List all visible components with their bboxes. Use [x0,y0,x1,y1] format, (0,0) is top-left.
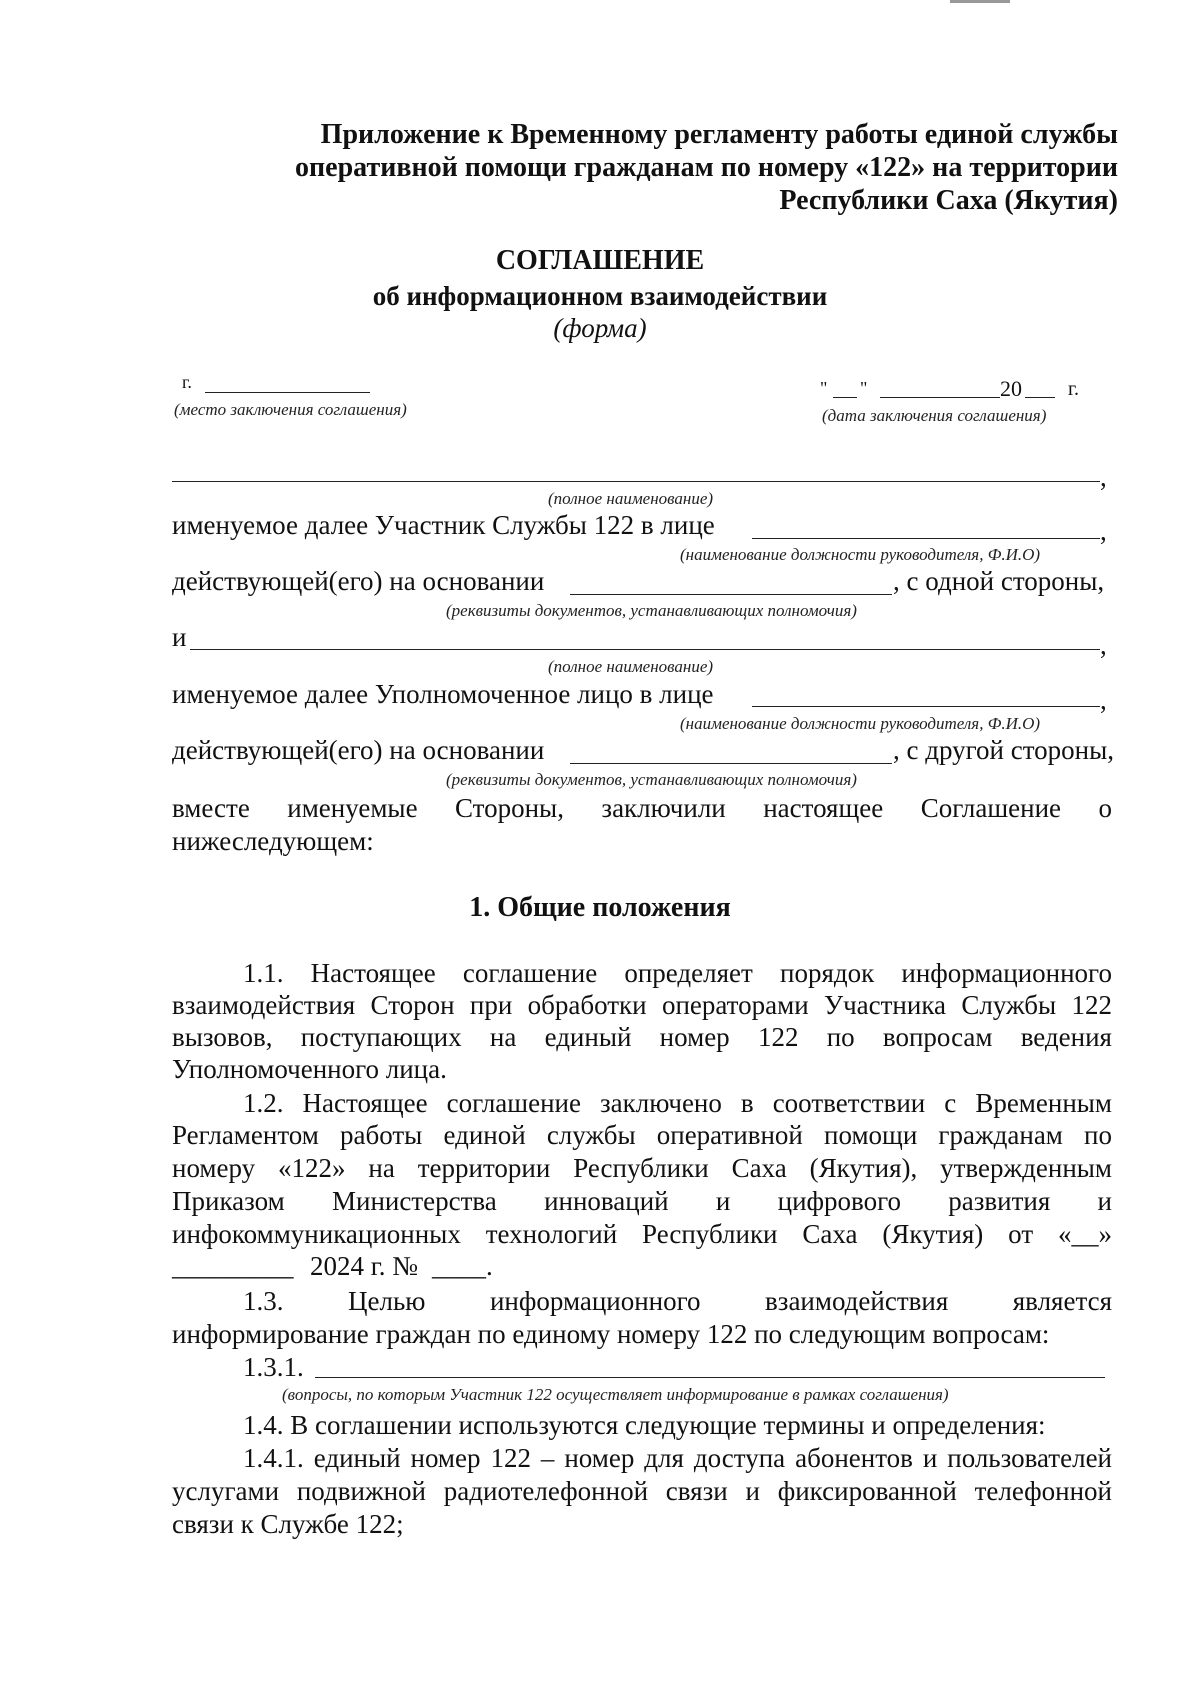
comma: , [1100,516,1107,546]
p1-4-1-line1: 1.4.1. единый номер 122 – номер для доступа абонентов и пользователей [243,1443,1112,1473]
date-quote-open: " [820,378,828,398]
authorized-rep-blank [752,706,1100,707]
party2-name-caption: (полное наименование) [548,657,714,676]
word: 1.1. [243,958,284,988]
authorized-docs-caption: (реквизиты документов, устанавливающих полномочия) [446,770,857,789]
date-year-suffix: г. [1068,378,1079,400]
participant-docs-caption: (реквизиты документов, устанавливающих полномочия) [446,601,857,620]
form-label: (форма) [553,313,647,343]
p1-2-line4 [172,1186,1112,1217]
date-month-blank [880,397,1000,398]
p1-2-line3: номеру «122» на территории Республики Саха (Якутия), утвержденным [172,1153,1112,1183]
authorized-basis-blank [570,763,892,764]
word: является [1012,1286,1112,1316]
p1-1-line4: Уполномоченного лица. [172,1054,447,1084]
p1-3-1-number: 1.3.1. [243,1352,304,1382]
word: вместе [172,793,250,823]
appendix-header-line: оперативной помощи гражданам по номеру «122» на территории [295,152,1118,183]
word: 122 [757,1022,799,1052]
word: вопросам [882,1022,993,1052]
word: Приказом [172,1186,285,1216]
authorized-line: именуемое далее Уполномоченное лицо в лице [172,679,714,709]
comma: , [1100,462,1107,492]
appendix-header-line: Приложение к Временному регламенту работы единой службы [320,119,1118,150]
comma: , [1100,685,1107,715]
p1-1-line3 [172,1022,1112,1053]
party1-name-blank [172,481,1100,482]
date-year-blank [1025,397,1055,398]
p1-2-line5: инфокоммуникационных технологий Республики Саха (Якутия) от «__» [172,1219,1112,1249]
appendix-header [218,118,1118,217]
p1-2-order-number-blank: ____. [432,1251,493,1281]
p1-4-1-line2: услугами подвижной радиотелефонной связи и фиксированной телефонной [172,1476,1112,1506]
p1-4-1-line3: связи к Службе 122; [172,1509,404,1539]
word: именуемые [287,793,418,823]
agreement-subtitle: об информационном взаимодействии [372,281,828,311]
p1-2-order-text: 2024 г. № [310,1251,419,1281]
word: инноваций [544,1186,669,1216]
place-caption: (место заключения соглашения) [174,400,407,419]
word: соглашение [462,958,598,988]
word: Соглашение [920,793,1062,823]
word: настоящее [763,793,884,823]
date-year-prefix: 20 [1000,376,1022,401]
word: поступающих [300,1022,462,1052]
place-blank [205,392,370,393]
p1-3-line2: информирование граждан по единому номеру 122 по следующим вопросам: [172,1319,1050,1349]
p1-3-line1 [243,1286,1112,1317]
participant-rep-caption: (наименование должности руководителя, Ф.И.О) [680,545,1041,564]
word: номер [659,1022,730,1052]
party1-name-caption: (полное наименование) [548,489,714,508]
date-quote-close: " [860,378,868,398]
authorized-rep-caption: (наименование должности руководителя, Ф.И.О) [680,714,1041,733]
appendix-header-line: Республики Саха (Якутия) [779,185,1118,216]
p1-1-line1 [243,958,1112,989]
participant-basis-label: действующей(его) на основании [172,566,545,596]
party2-name-blank [190,649,1100,650]
participant-rep-blank [752,538,1100,539]
together-line-2: нижеследующем: [172,826,374,856]
authorized-basis-label: действующей(его) на основании [172,735,545,765]
word: и [715,1186,731,1216]
p1-1-line2: взаимодействия Сторон при обработки операторами Участника Службы 122 [172,990,1112,1020]
word: и [1097,1186,1112,1216]
word: Стороны, [455,793,564,823]
word: порядок [780,958,875,988]
agreement-title: СОГЛАШЕНИЕ [495,245,705,276]
word: информационного [901,958,1112,988]
word: Настоящее [310,958,436,988]
and-word: и [172,622,187,652]
word: развития [948,1186,1051,1216]
word: Министерства [332,1186,497,1216]
section-heading: 1. Общие положения [469,892,731,923]
p1-4-text: 1.4. В соглашении используются следующие термины и определения: [243,1410,1046,1440]
word: ведения [1020,1022,1112,1052]
other-side-text: , с другой стороны, [893,735,1114,765]
word: на [489,1022,517,1052]
p1-3-1-caption: (вопросы, по которым Участник 122 осуществляет информирование в рамках соглашения) [282,1385,949,1404]
word: вызовов, [172,1022,273,1052]
together-line [172,793,1112,824]
p1-2-line2: Регламентом работы единой службы оперативной помощи гражданам по [172,1120,1112,1150]
word: по [826,1022,855,1052]
participant-line: именуемое далее Участник Службы 122 в лице [172,510,715,540]
word: 1.3. [243,1286,284,1316]
word: информационного [489,1286,701,1316]
word: взаимодействия [765,1286,949,1316]
word: заключили [601,793,726,823]
one-side-text: , с одной стороны, [893,566,1105,596]
word: цифрового [777,1186,901,1216]
p1-2-line1: 1.2. Настоящее соглашение заключено в соответствии с Временным [243,1088,1112,1118]
date-caption: (дата заключения соглашения) [822,406,1047,425]
word: единый [544,1022,632,1052]
participant-basis-blank [570,594,892,595]
word: определяет [624,958,753,988]
word: о [1098,793,1112,823]
city-prefix: г. [182,372,192,392]
word: Целью [348,1286,426,1316]
date-day-blank [833,397,857,398]
p1-2-date-blank: _________ [172,1251,294,1281]
p1-3-1-blank [315,1377,1105,1378]
scan-artifact [950,0,1010,3]
comma: , [1100,630,1107,660]
